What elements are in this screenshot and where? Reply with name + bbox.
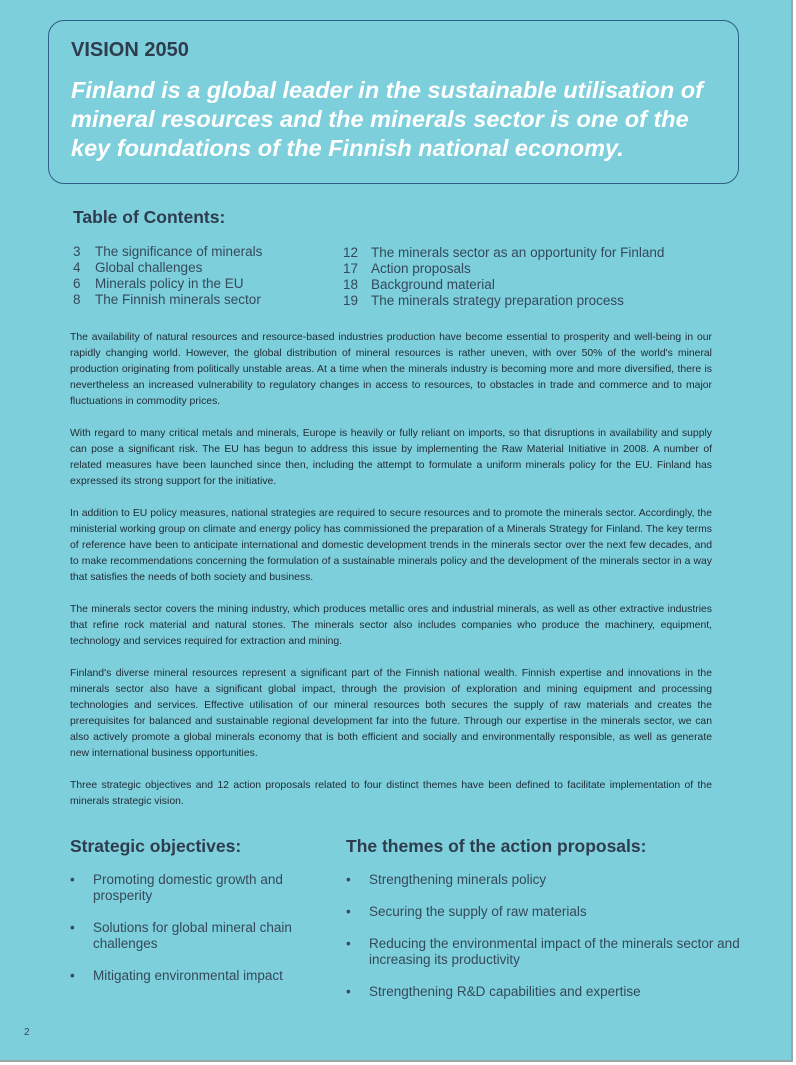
toc-title: The Finnish minerals sector	[95, 292, 261, 307]
body-paragraph: In addition to EU policy measures, national strategies are required to secure resources and to promote the minerals sector. Accordingly, the ministerial working group on climate and energy policy has commissioned the preparation of a Minerals Strategy for Finland. The key terms of reference have been to anticipate international and domestic development trends in the minerals sector over the next few decades, and to make recommendations concerning the formulation of a sustainable minerals policy and the development of the minerals sector in a way that satisfies the needs of both society and business.	[70, 508, 712, 583]
strategic-objectives-list	[70, 872, 330, 984]
body-paragraph: The availability of natural resources and resource-based industries production have become essential to prosperity and well-being in our rapidly changing world. However, the global distribution of mineral resources is rather uneven, with over 50% of the world's mineral production originating from politically unstable areas. At a time when the minerals industry is becoming more and more diversified, there is nevertheless an increased vulnerability to regulatory changes in access to resources, to obstacles in trade and commerce and to major fluctuations in commodity prices.	[70, 332, 712, 407]
vision-statement: Finland is a global leader in the sustainable utilisation of mineral resources and the minerals sector is one of the key foundations of the Finnish national economy.	[71, 77, 703, 161]
list-item	[346, 904, 746, 936]
vision-heading: VISION 2050	[71, 39, 189, 61]
body-text	[70, 330, 712, 826]
toc-title: The significance of minerals	[95, 244, 263, 259]
body-paragraph: The minerals sector covers the mining industry, which produces metallic ores and industrial minerals, as well as other extractive industries that refine rock material and natural stones. The minerals sector also includes companies who produce the machinery, equipment, technology and services required for extraction and mining.	[70, 604, 712, 647]
list-item-text: Promoting domestic growth and prosperity	[93, 872, 283, 903]
body-paragraph: With regard to many critical metals and minerals, Europe is heavily or fully reliant on imports, so that disruptions in availability and supply can pose a significant risk. The EU has begun to address this issue by implementing the Raw Material Initiative in 2008. A number of related measures have been launched since then, including the attempt to formulate a uniform minerals policy for the EU. Finland has expressed its strong support for the initiative.	[70, 428, 712, 487]
toc-page-number: 19	[343, 293, 359, 308]
vision-box	[48, 20, 739, 184]
bullet-icon: •	[346, 936, 351, 951]
toc-page-number: 3	[73, 244, 81, 259]
list-item-text: Strengthening minerals policy	[369, 872, 547, 887]
toc-item[interactable]	[343, 261, 664, 277]
body-paragraph: Three strategic objectives and 12 action proposals related to four distinct themes have been defined to facilitate implementation of the minerals strategic vision.	[70, 780, 712, 807]
bullet-icon: •	[346, 872, 351, 887]
toc-item[interactable]	[343, 245, 664, 261]
page-number: 2	[24, 1027, 30, 1038]
list-item	[346, 872, 746, 904]
bullet-icon: •	[346, 904, 351, 919]
toc-item[interactable]	[73, 260, 262, 276]
toc-column-left	[73, 244, 262, 308]
toc-item[interactable]	[343, 277, 664, 293]
list-item	[346, 936, 746, 984]
toc-page-number: 12	[343, 245, 359, 260]
list-item-text: Solutions for global mineral chain challenges	[93, 920, 292, 951]
list-item-text: Reducing the environmental impact of the minerals sector and increasing its productivity	[369, 936, 740, 967]
toc-title: Action proposals	[371, 261, 471, 276]
toc-page-number: 8	[73, 292, 81, 307]
toc-title: Background material	[371, 277, 495, 292]
list-item-text: Strengthening R&D capabilities and expertise	[369, 984, 641, 999]
toc-item[interactable]	[343, 293, 664, 309]
toc-title: Global challenges	[95, 260, 203, 275]
toc-heading: Table of Contents:	[73, 207, 226, 227]
list-item	[70, 920, 330, 968]
list-item	[70, 872, 330, 920]
toc-item[interactable]	[73, 292, 262, 308]
toc-item[interactable]	[73, 244, 262, 260]
toc-page-number: 6	[73, 276, 81, 291]
list-item-text: Securing the supply of raw materials	[369, 904, 587, 919]
toc-page-number: 4	[73, 260, 81, 275]
toc-page-number: 17	[343, 261, 359, 276]
bullet-icon: •	[70, 872, 75, 887]
bullet-icon: •	[70, 968, 75, 983]
themes-list	[346, 872, 746, 1000]
toc-title: The minerals strategy preparation process	[371, 293, 624, 308]
list-item	[70, 968, 330, 984]
bullet-icon: •	[70, 920, 75, 935]
toc-page-number: 18	[343, 277, 359, 292]
list-item	[346, 984, 746, 1000]
bullet-icon: •	[346, 984, 351, 999]
themes-heading: The themes of the action proposals:	[346, 836, 647, 856]
toc-column-right	[343, 245, 664, 309]
list-item-text: Mitigating environmental impact	[93, 968, 283, 983]
body-paragraph: Finland's diverse mineral resources represent a significant part of the Finnish national wealth. Finnish expertise and innovations in the minerals sector also have a significant global impact, through the provision of exploration and mining equipment and processing technologies and services. Effective utilisation of our mineral resources both secures the supply of raw materials and creates the prerequisites for balanced and sustainable regional development far into the future. Through our expertise in the minerals sector, we can also actively promote a global minerals economy that is both efficient and socially and environmentally responsible, as well as generate new international business opportunities.	[70, 668, 712, 759]
toc-title: Minerals policy in the EU	[95, 276, 244, 291]
strategic-objectives-heading: Strategic objectives:	[70, 836, 242, 856]
toc-title: The minerals sector as an opportunity for Finland	[371, 245, 665, 260]
toc-item[interactable]	[73, 276, 262, 292]
